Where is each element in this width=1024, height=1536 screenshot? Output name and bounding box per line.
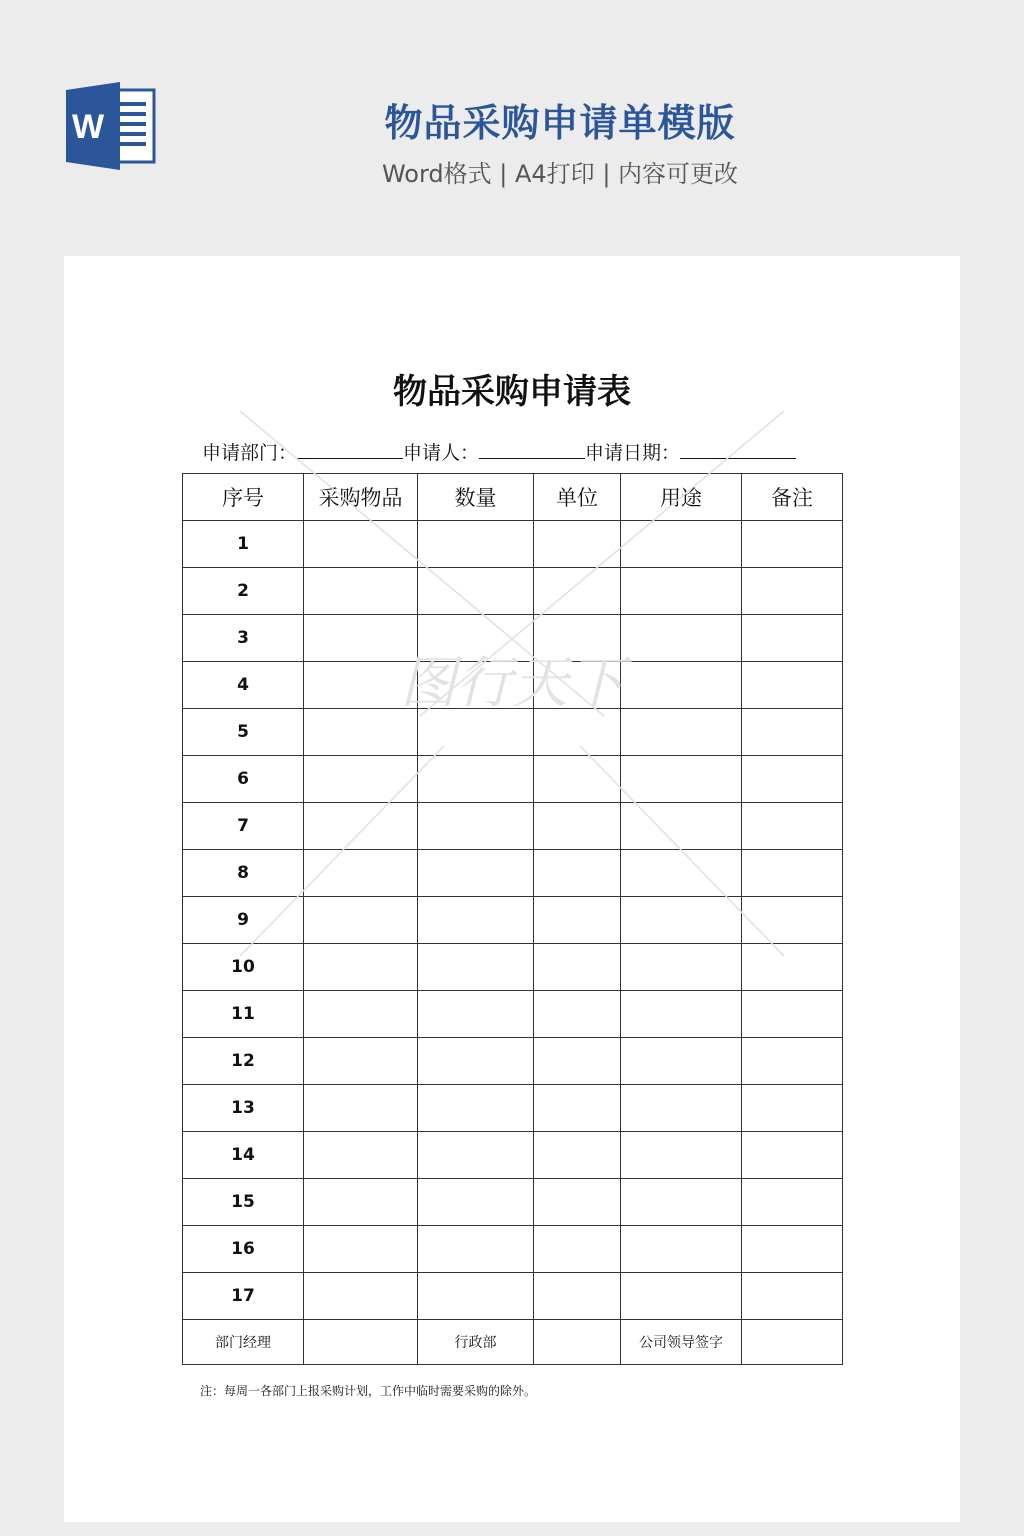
col-header-remarks: 备注 bbox=[742, 474, 843, 521]
row-index: 15 bbox=[183, 1179, 304, 1226]
cell-remarks bbox=[742, 944, 843, 991]
page-title: 物品采购申请单模版 bbox=[384, 101, 736, 145]
cell-unit bbox=[534, 1179, 621, 1226]
table-header-row bbox=[183, 474, 843, 521]
cell-purpose bbox=[621, 1085, 742, 1132]
cell-quantity bbox=[418, 662, 534, 709]
cell-remarks bbox=[742, 803, 843, 850]
cell-remarks bbox=[742, 1273, 843, 1320]
cell-item bbox=[304, 568, 418, 615]
row-index: 10 bbox=[183, 944, 304, 991]
row-index: 11 bbox=[183, 991, 304, 1038]
col-header-item: 采购物品 bbox=[304, 474, 418, 521]
document-page bbox=[64, 256, 960, 1522]
applicant-blank bbox=[479, 440, 585, 459]
row-index: 5 bbox=[183, 709, 304, 756]
cell-item bbox=[304, 756, 418, 803]
cell-unit bbox=[534, 803, 621, 850]
cell-purpose bbox=[621, 1179, 742, 1226]
department-label: 申请部门： bbox=[202, 442, 298, 464]
applicant-fields bbox=[202, 438, 796, 465]
cell-remarks bbox=[742, 709, 843, 756]
cell-unit bbox=[534, 897, 621, 944]
cell-unit bbox=[534, 615, 621, 662]
cell-unit bbox=[534, 1132, 621, 1179]
cell-quantity bbox=[418, 756, 534, 803]
cell-quantity bbox=[418, 944, 534, 991]
cell-item bbox=[304, 1226, 418, 1273]
row-index: 2 bbox=[183, 568, 304, 615]
table-row bbox=[183, 1179, 843, 1226]
cell-item bbox=[304, 991, 418, 1038]
table-row bbox=[183, 1226, 843, 1273]
dept-manager-label: 部门经理 bbox=[183, 1320, 304, 1365]
row-index: 3 bbox=[183, 615, 304, 662]
cell-purpose bbox=[621, 1273, 742, 1320]
cell-remarks bbox=[742, 1085, 843, 1132]
cell-item bbox=[304, 615, 418, 662]
cell-remarks bbox=[742, 615, 843, 662]
cell-remarks bbox=[742, 662, 843, 709]
cell-quantity bbox=[418, 1132, 534, 1179]
cell-item bbox=[304, 709, 418, 756]
purchase-table bbox=[182, 473, 843, 1365]
table-row bbox=[183, 1085, 843, 1132]
cell-unit bbox=[534, 1085, 621, 1132]
signature-row bbox=[183, 1320, 843, 1365]
cell-item bbox=[304, 1085, 418, 1132]
cell-purpose bbox=[621, 521, 742, 568]
cell-remarks bbox=[742, 850, 843, 897]
table-row bbox=[183, 897, 843, 944]
table-body bbox=[183, 521, 843, 1320]
applicant-label: 申请人： bbox=[403, 442, 480, 464]
page-subtitle: Word格式 | A4打印 | 内容可更改 bbox=[381, 160, 739, 188]
row-index: 9 bbox=[183, 897, 304, 944]
leader-sign-cell bbox=[742, 1320, 843, 1365]
dept-manager-sign-cell bbox=[304, 1320, 418, 1365]
date-label: 申请日期： bbox=[585, 442, 681, 464]
table-row bbox=[183, 568, 843, 615]
cell-remarks bbox=[742, 897, 843, 944]
leader-sign-label: 公司领导签字 bbox=[621, 1320, 742, 1365]
table-row bbox=[183, 850, 843, 897]
cell-quantity bbox=[418, 709, 534, 756]
row-index: 13 bbox=[183, 1085, 304, 1132]
cell-item bbox=[304, 521, 418, 568]
footnote: 注：每周一各部门上报采购计划，工作中临时需要采购的除外。 bbox=[200, 1384, 537, 1398]
word-icon bbox=[64, 82, 156, 170]
cell-purpose bbox=[621, 1132, 742, 1179]
cell-item bbox=[304, 850, 418, 897]
cell-remarks bbox=[742, 991, 843, 1038]
admin-dept-sign-cell bbox=[534, 1320, 621, 1365]
cell-quantity bbox=[418, 1273, 534, 1320]
cell-purpose bbox=[621, 615, 742, 662]
row-index: 8 bbox=[183, 850, 304, 897]
cell-purpose bbox=[621, 568, 742, 615]
table-row bbox=[183, 756, 843, 803]
cell-quantity bbox=[418, 568, 534, 615]
row-index: 16 bbox=[183, 1226, 304, 1273]
table-row bbox=[183, 944, 843, 991]
cell-quantity bbox=[418, 615, 534, 662]
row-index: 7 bbox=[183, 803, 304, 850]
cell-unit bbox=[534, 850, 621, 897]
cell-remarks bbox=[742, 1038, 843, 1085]
admin-dept-label: 行政部 bbox=[418, 1320, 534, 1365]
cell-unit bbox=[534, 991, 621, 1038]
table-row bbox=[183, 662, 843, 709]
cell-purpose bbox=[621, 1226, 742, 1273]
table-row bbox=[183, 1132, 843, 1179]
table-row bbox=[183, 521, 843, 568]
cell-unit bbox=[534, 1038, 621, 1085]
cell-quantity bbox=[418, 803, 534, 850]
cell-quantity bbox=[418, 850, 534, 897]
col-header-quantity: 数量 bbox=[418, 474, 534, 521]
cell-item bbox=[304, 1132, 418, 1179]
cell-purpose bbox=[621, 850, 742, 897]
table-row bbox=[183, 615, 843, 662]
cell-item bbox=[304, 1273, 418, 1320]
cell-purpose bbox=[621, 897, 742, 944]
department-blank bbox=[297, 440, 403, 459]
table-row bbox=[183, 1038, 843, 1085]
col-header-purpose: 用途 bbox=[621, 474, 742, 521]
cell-purpose bbox=[621, 944, 742, 991]
cell-quantity bbox=[418, 1085, 534, 1132]
cell-quantity bbox=[418, 991, 534, 1038]
cell-purpose bbox=[621, 803, 742, 850]
cell-item bbox=[304, 1179, 418, 1226]
cell-quantity bbox=[418, 1038, 534, 1085]
watermark-text: 图行天下 bbox=[400, 651, 624, 716]
col-header-unit: 单位 bbox=[534, 474, 621, 521]
cell-unit bbox=[534, 1226, 621, 1273]
cell-item bbox=[304, 897, 418, 944]
cell-unit bbox=[534, 568, 621, 615]
cell-unit bbox=[534, 1273, 621, 1320]
cell-remarks bbox=[742, 521, 843, 568]
table-row bbox=[183, 709, 843, 756]
cell-remarks bbox=[742, 1179, 843, 1226]
table-row bbox=[183, 1273, 843, 1320]
document-title: 物品采购申请表 bbox=[393, 372, 631, 412]
row-index: 12 bbox=[183, 1038, 304, 1085]
cell-remarks bbox=[742, 1132, 843, 1179]
row-index: 6 bbox=[183, 756, 304, 803]
cell-quantity bbox=[418, 1179, 534, 1226]
cell-unit bbox=[534, 709, 621, 756]
cell-unit bbox=[534, 662, 621, 709]
row-index: 14 bbox=[183, 1132, 304, 1179]
cell-purpose bbox=[621, 756, 742, 803]
row-index: 1 bbox=[183, 521, 304, 568]
row-index: 17 bbox=[183, 1273, 304, 1320]
cell-item bbox=[304, 1038, 418, 1085]
table-row bbox=[183, 991, 843, 1038]
cell-item bbox=[304, 662, 418, 709]
cell-unit bbox=[534, 944, 621, 991]
word-icon-letter: W bbox=[71, 108, 105, 146]
date-blank bbox=[680, 440, 796, 459]
cell-quantity bbox=[418, 521, 534, 568]
cell-item bbox=[304, 803, 418, 850]
cell-remarks bbox=[742, 1226, 843, 1273]
cell-purpose bbox=[621, 709, 742, 756]
table-row bbox=[183, 803, 843, 850]
cell-remarks bbox=[742, 568, 843, 615]
cell-remarks bbox=[742, 756, 843, 803]
cell-item bbox=[304, 944, 418, 991]
cell-unit bbox=[534, 521, 621, 568]
row-index: 4 bbox=[183, 662, 304, 709]
cell-purpose bbox=[621, 1038, 742, 1085]
cell-purpose bbox=[621, 662, 742, 709]
cell-quantity bbox=[418, 1226, 534, 1273]
cell-quantity bbox=[418, 897, 534, 944]
cell-purpose bbox=[621, 991, 742, 1038]
cell-unit bbox=[534, 756, 621, 803]
col-header-index: 序号 bbox=[183, 474, 304, 521]
